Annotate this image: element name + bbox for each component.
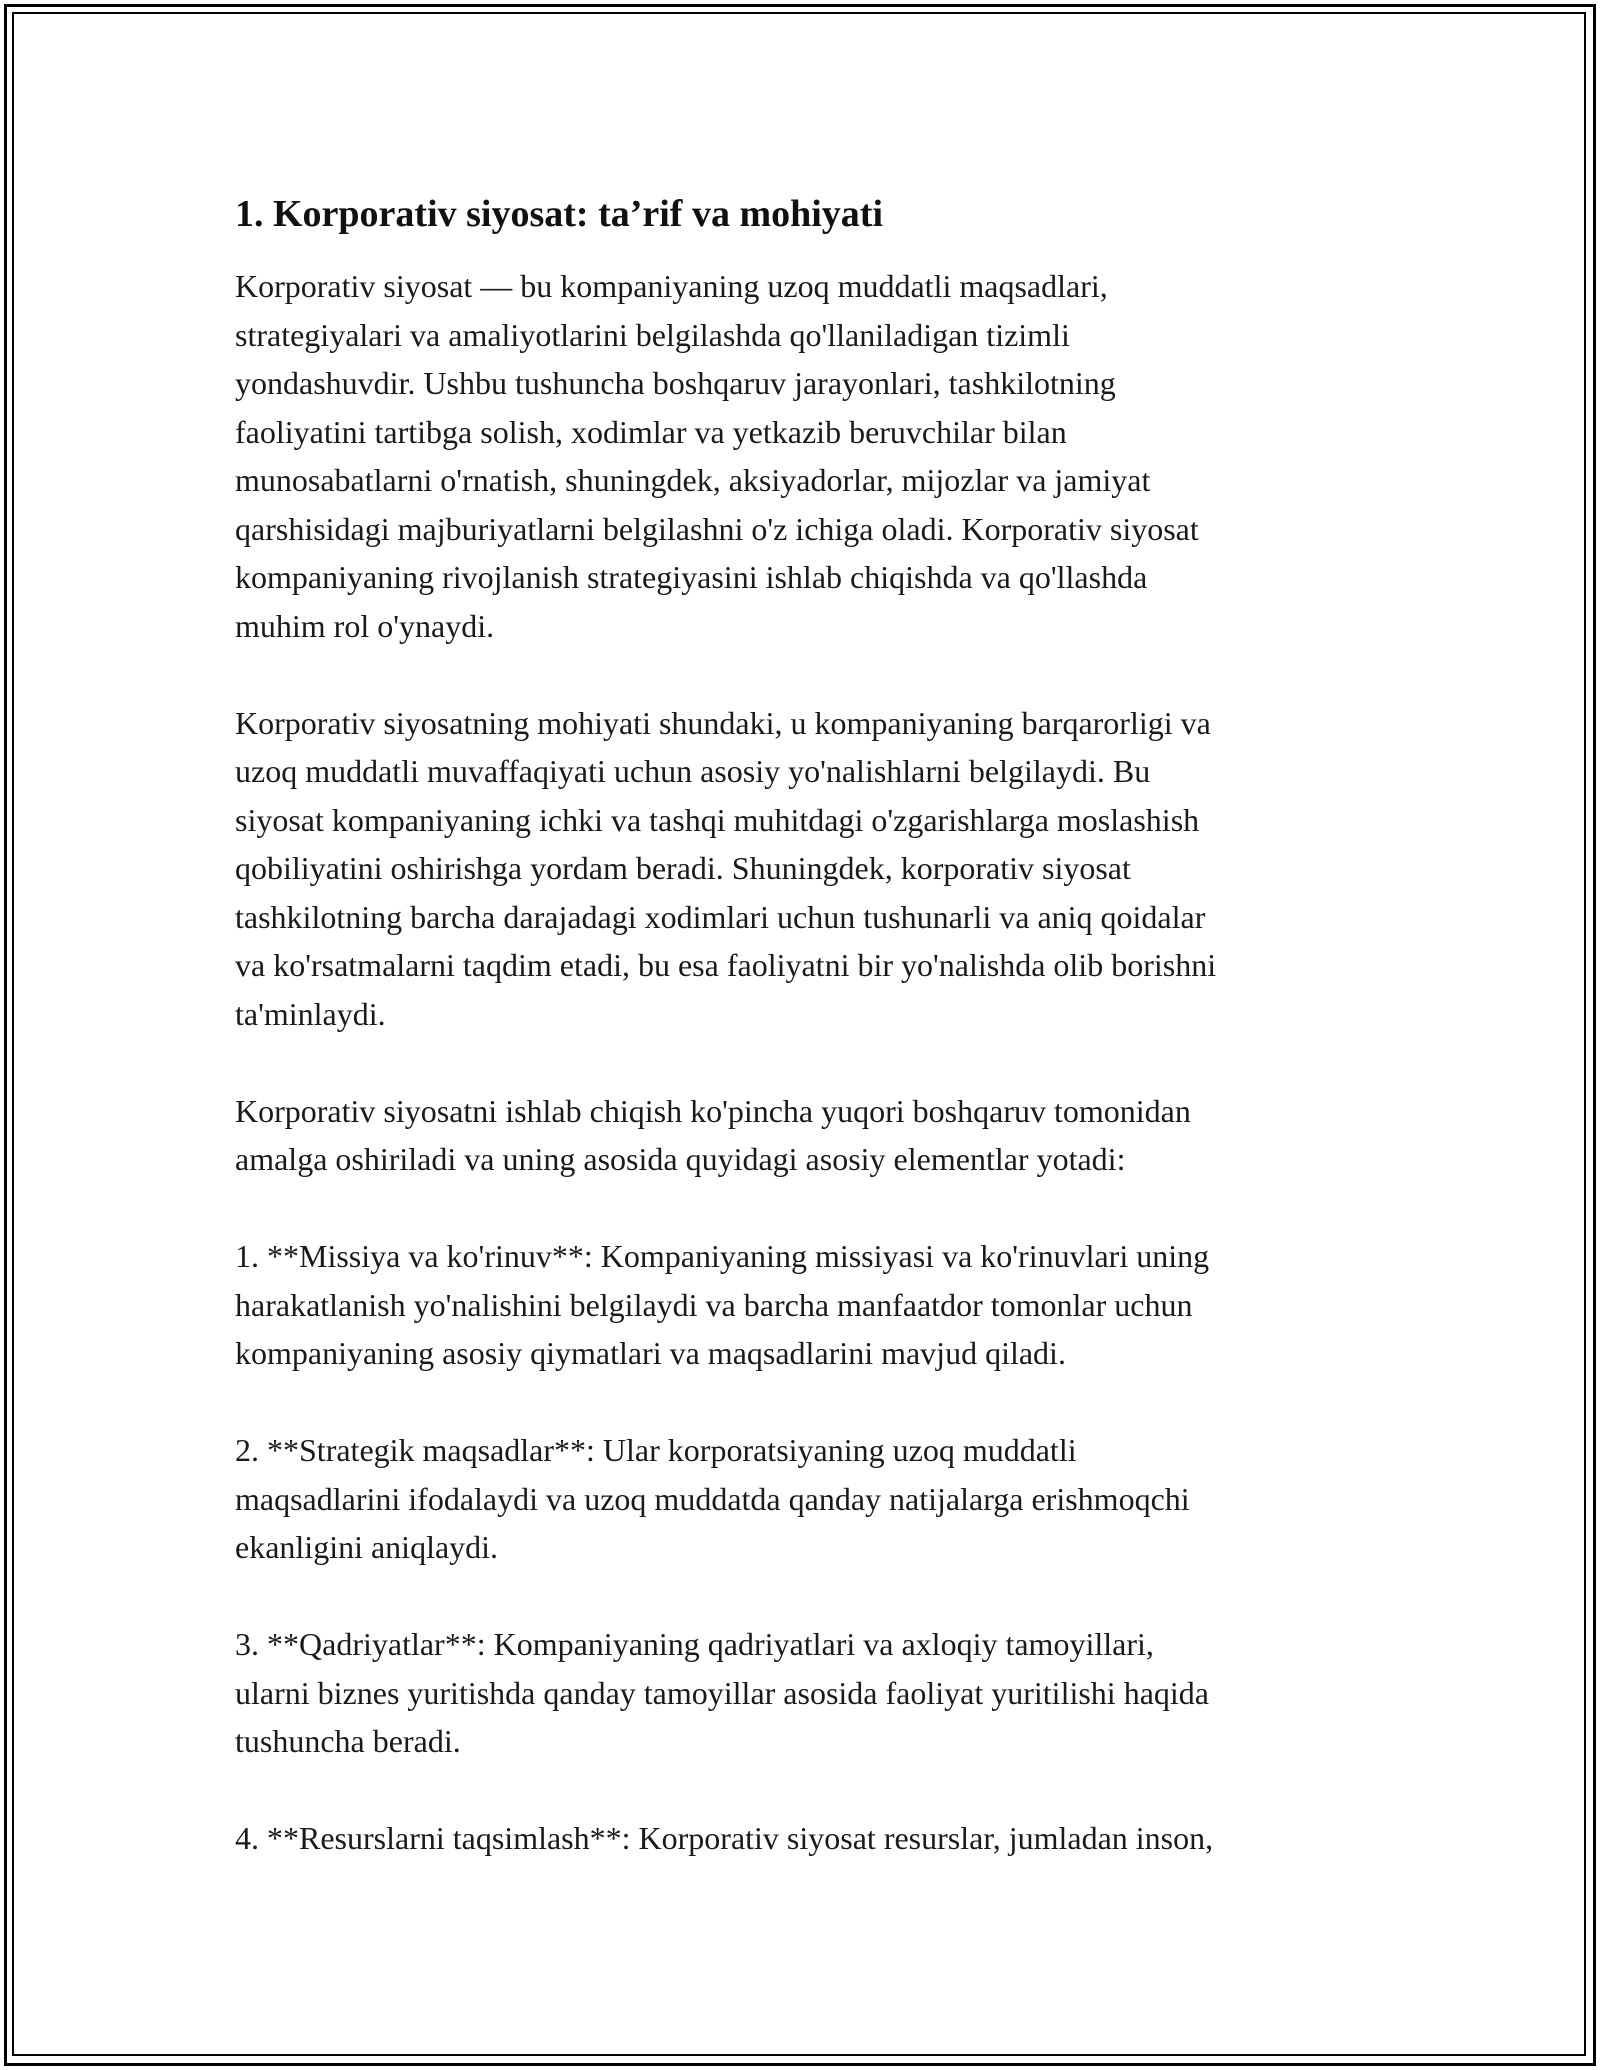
paragraph-development: Korporativ siyosatni ishlab chiqish ko'pincha yuqori boshqaruv tomonidan amalga oshiriladi va uning asosida quyidagi asosiy elementlar yotadi: (235, 1092, 1191, 1177)
paragraph-definition: Korporativ siyosat — bu kompaniyaning uzoq muddatli maqsadlari, strategiyalari va amaliyotlarini belgilashda qo'llaniladigan tizimli yondashuvdir. Ushbu tushuncha boshqaruv jarayonlari, tashkilotning faoliyatini tartibga solish, xodimlar va yetkazib beruvchilar bilan munosabatlarni o'rnatish, shuningdek, aksiyadorlar, mijozlar va jamiyat qarshisidagi majburiyatlarni belgilashni o'z ichiga oladi. Korporativ siyosat kompaniyaning rivojlanish strategiyasini ishlab chiqishda va qo'llashda muhim rol o'ynaydi. (235, 268, 1199, 644)
document-body (235, 188, 1375, 1863)
list-item-resources: 4. **Resurslarni taqsimlash**: Korporativ siyosat resurslar, jumladan inson, (235, 1820, 1214, 1856)
list-item-values: 3. **Qadriyatlar**: Kompaniyaning qadriyatlari va axloqiy tamoyillari, ularni biznes yuritishda qanday tamoyillar asosida faoliyat yuritilishi haqida tushuncha beradi. (235, 1626, 1209, 1759)
list-item-mission: 1. **Missiya va ko'rinuv**: Kompaniyaning missiyasi va ko'rinuvlari uning harakatlanish yo'nalishini belgilaydi va barcha manfaatdor tomonlar uchun kompaniyaning asosiy qiymatlari va maqsadlarini mavjud qiladi. (235, 1238, 1210, 1371)
paragraph-essence: Korporativ siyosatning mohiyati shundaki, u kompaniyaning barqarorligi va uzoq muddatli muvaffaqiyati uchun asosiy yo'nalishlarni belgilaydi. Bu siyosat kompaniyaning ichki va tashqi muhitdagi o'zgarishlarga moslashish qobiliyatini oshirishga yordam beradi. Shuningdek, korporativ siyosat tashkilotning barcha darajadagi xodimlari uchun tushunarli va aniq qoidalar va ko'rsatmalarni taqdim etadi, bu esa faoliyatni bir yo'nalishda olib borishni ta'minlaydi. (235, 704, 1217, 1032)
section-heading: 1. Korporativ siyosat: ta’rif va mohiyati (235, 193, 884, 235)
list-item-strategic-goals: 2. **Strategik maqsadlar**: Ular korporatsiyaning uzoq muddatli maqsadlarini ifodalaydi va uzoq muddatda qanday natijalarga erishmoqchi ekanligini aniqlaydi. (235, 1432, 1190, 1565)
